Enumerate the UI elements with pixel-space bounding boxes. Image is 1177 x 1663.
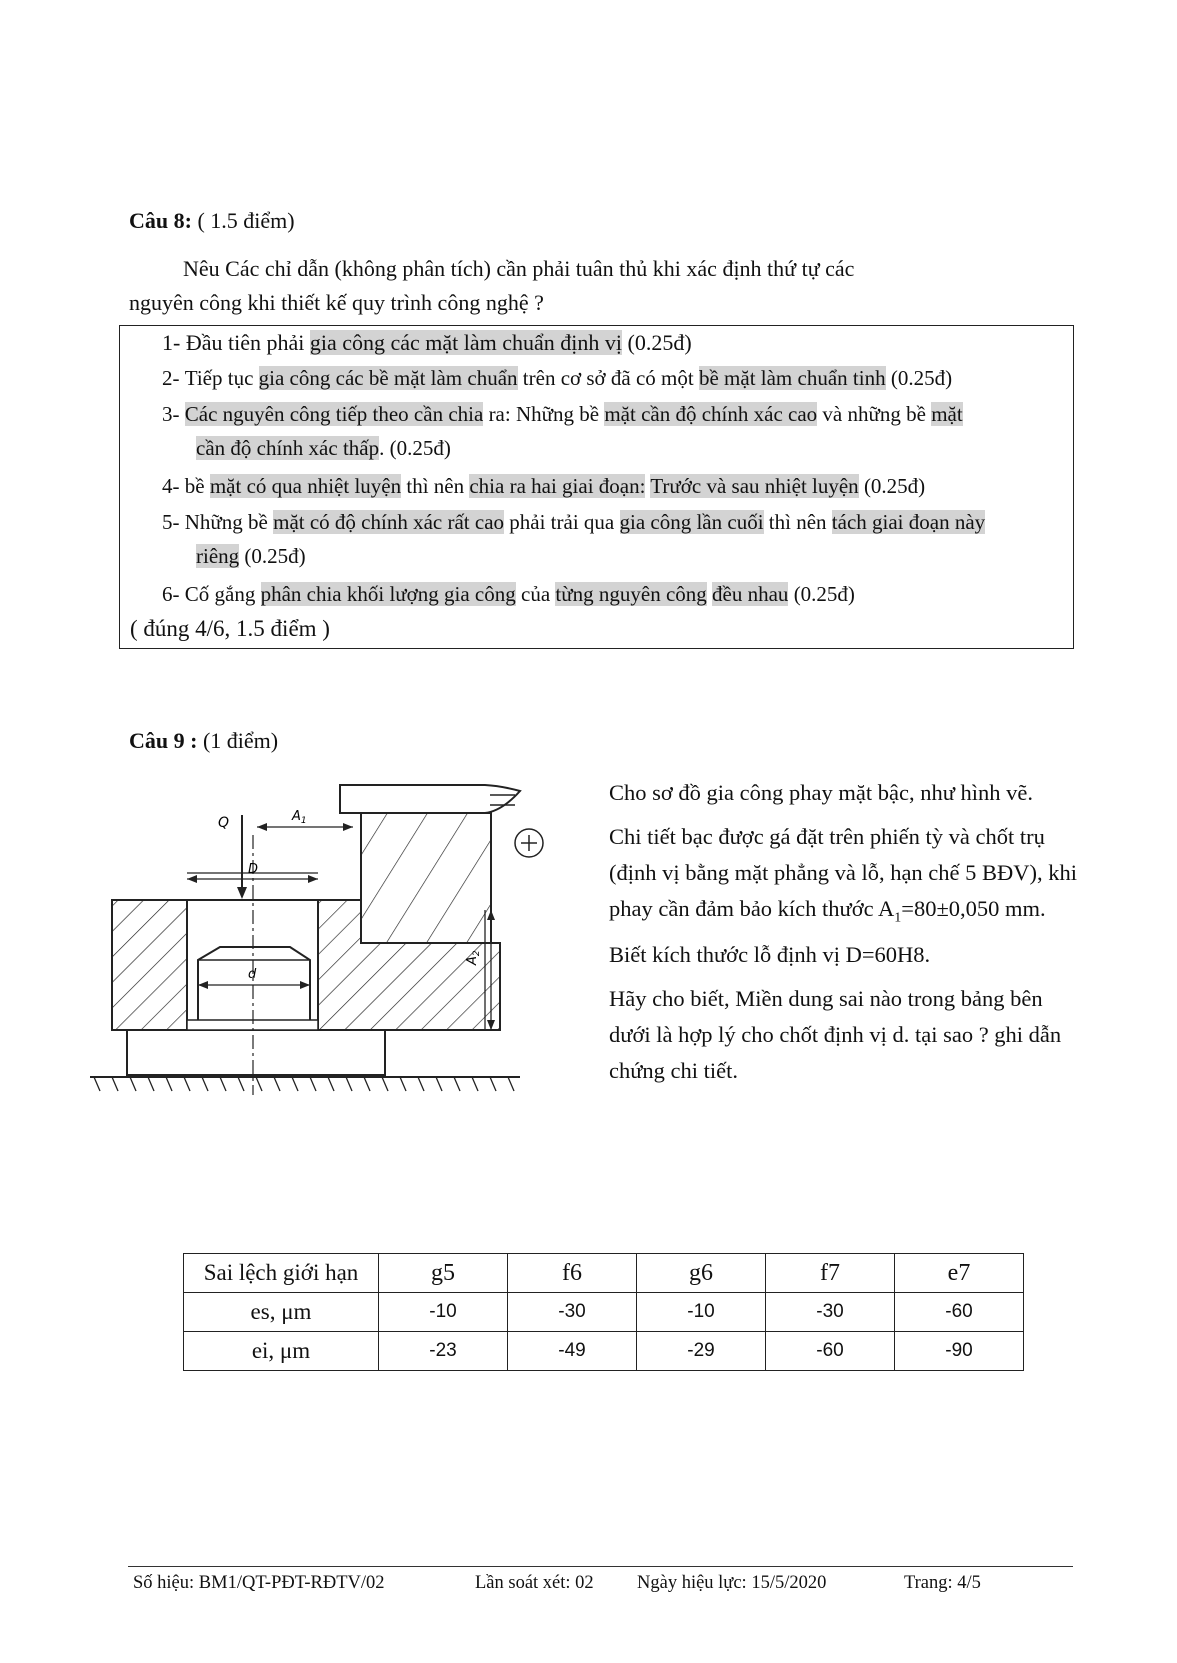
row-label: ei, μm — [184, 1332, 379, 1371]
answer-1: 1- Đầu tiên phải gia công các mặt làm chuẩn định vị (0.25đ) — [162, 330, 692, 355]
table-cell: -60 — [895, 1293, 1024, 1332]
tolerance-table — [183, 1253, 1024, 1371]
label-a2: $A_2$ — [465, 950, 482, 965]
q8-answer-box — [119, 325, 1074, 649]
label-d: d — [248, 967, 257, 982]
answer-3: 3- Các nguyên công tiếp theo cần chia ra: Những bề mặt cần độ chính xác cao và những bề mặt — [162, 402, 963, 426]
table-cell: -30 — [766, 1293, 895, 1332]
support-plate — [127, 1030, 385, 1075]
col-header: f6 — [508, 1254, 637, 1293]
milling-diagram — [90, 775, 550, 1115]
table-cell: -30 — [508, 1293, 637, 1332]
q9-desc-3: Hãy cho biết, Miền dung sai nào trong bảng bên dưới là hợp lý cho chốt định vị d. tại sao ? ghi dẫn chứng chi tiết. — [609, 985, 1062, 1083]
ground-hatch — [94, 1077, 514, 1091]
q9-title: Câu 9 : (1 điểm) — [129, 728, 279, 753]
footer-divider — [128, 1566, 1073, 1567]
table-header-row — [184, 1254, 1024, 1293]
answer-2: 2- Tiếp tục gia công các bề mặt làm chuẩn trên cơ sở đã có một bề mặt làm chuẩn tinh (0.25đ) — [162, 366, 953, 390]
answer-5-cont: riêng (0.25đ) — [196, 544, 306, 568]
q8-summary: ( đúng 4/6, 1.5 điểm ) — [130, 616, 330, 641]
table-header-label: Sai lệch giới hạn — [184, 1254, 379, 1293]
q8-question-line2: nguyên công khi thiết kế quy trình công nghệ ? — [129, 290, 544, 315]
table-cell: -10 — [637, 1293, 766, 1332]
table-row — [184, 1293, 1024, 1332]
col-header: e7 — [895, 1254, 1024, 1293]
milling-cutter — [361, 813, 491, 943]
col-header: g6 — [637, 1254, 766, 1293]
row-label: es, μm — [184, 1293, 379, 1332]
cutter-arbor — [340, 785, 520, 813]
footer-revision: Lần soát xét: 02 — [475, 1573, 594, 1593]
table-cell: -29 — [637, 1332, 766, 1371]
footer-code: Số hiệu: BM1/QT-PĐT-RĐTV/02 — [133, 1573, 385, 1593]
footer-page: Trang: 4/5 — [904, 1573, 981, 1593]
q9-desc-2: Chi tiết bạc được gá đặt trên phiến tỳ và chốt trụ (định vị bằng mặt phẳng và lỗ, hạn chế 5 BĐV), khi phay cần đảm bảo kích thước $A_1=80\pm 0,050$ mm. Biết kích thước lỗ định vị D=60H8. — [609, 824, 1078, 967]
q8-question-line1: Nêu Các chỉ dẫn (không phân tích) cần phải tuân thủ khi xác định thứ tự các — [183, 256, 855, 281]
q9-desc-1: Cho sơ đồ gia công phay mặt bậc, như hình vẽ. — [609, 780, 1034, 805]
q9-description — [609, 775, 1079, 1089]
table-row — [184, 1332, 1024, 1371]
rotation-symbol-icon — [515, 829, 543, 857]
label-a1: $A_1$ — [292, 809, 307, 826]
table-cell: -23 — [379, 1332, 508, 1371]
answer-4: 4- bề mặt có qua nhiệt luyện thì nên chia ra hai giai đoạn: Trước và sau nhiệt luyện (0.25đ) — [162, 474, 926, 498]
footer-effective-date: Ngày hiệu lực: 15/5/2020 — [637, 1573, 827, 1593]
label-D: D — [248, 862, 259, 877]
table-cell: -60 — [766, 1332, 895, 1371]
col-header: g5 — [379, 1254, 508, 1293]
workpiece-left-wall — [112, 900, 187, 1030]
answer-3-cont: cần độ chính xác thấp. (0.25đ) — [196, 436, 451, 460]
col-header: f7 — [766, 1254, 895, 1293]
table-cell: -10 — [379, 1293, 508, 1332]
table-cell: -90 — [895, 1332, 1024, 1371]
answer-5: 5- Những bề mặt có độ chính xác rất cao phải trải qua gia công lần cuối thì nên tách giai đoạn này — [162, 510, 986, 534]
answer-6: 6- Cố gắng phân chia khối lượng gia công của từng nguyên công đều nhau (0.25đ) — [162, 582, 855, 606]
label-q: Q — [218, 815, 230, 831]
table-cell: -49 — [508, 1332, 637, 1371]
q8-title: Câu 8: ( 1.5 điểm) — [129, 208, 295, 233]
